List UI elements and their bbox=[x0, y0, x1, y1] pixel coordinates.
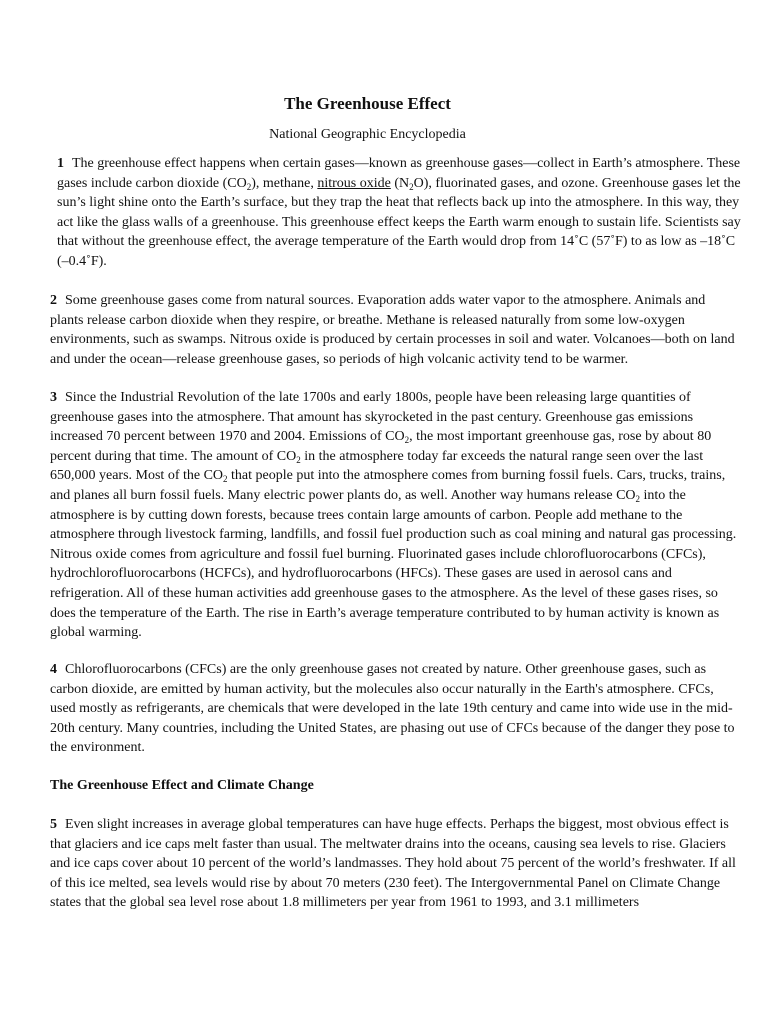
paragraph-number: 1 bbox=[57, 156, 64, 171]
paragraph-2: 2 Some greenhouse gases come from natural sources. Evaporation adds water vapor to the atmosphere. Animals and plants release carbon dioxide when they respire, or breathe. Methane is released naturally from some low-oxygen environments, such as swamps. Nitrous oxide is produced by certain processes in soil and water. Volcanoes—both on land and under the ocean—release greenhouse gases, so periods of high volcanic activity tend to be warmer. bbox=[50, 293, 735, 367]
paragraph-4: 4 Chlorofluorocarbons (CFCs) are the only greenhouse gases not created by nature. Other greenhouse gases, such as carbon dioxide, are emitted by human activity, but the molecules also occur naturally in the Earth's atmosphere. CFCs, used mostly as refrigerants, are chemicals that were developed in the late 19th century and came into wide use in the mid-20th century. Many countries, including the United States, are phasing out use of CFCs because of the danger they pose to the environment. bbox=[50, 662, 735, 756]
page-subtitle: National Geographic Encyclopedia bbox=[269, 127, 466, 142]
section-heading: The Greenhouse Effect and Climate Change bbox=[50, 778, 314, 793]
paragraph-number: 4 bbox=[50, 662, 57, 677]
paragraph-number: 2 bbox=[50, 293, 57, 308]
nitrous-oxide-link[interactable]: nitrous oxide bbox=[317, 175, 391, 191]
paragraph-number: 3 bbox=[50, 390, 57, 405]
paragraph-3: 3 Since the Industrial Revolution of the late 1700s and early 1800s, people have been releasing large quantities of greenhouse gases into the atmosphere. That amount has skyrocketed in the past century. Greenhouse gas emissions increased 70 percent between 1970 and 2004. Emissions of $CO_2$, the most important greenhouse gas, rose by about 80 percent during that time. The amount of $CO_2$ in the atmosphere today far exceeds the natural range seen over the last 650,000 years. Most of the $CO_2$ that people put into the atmosphere comes from burning fossil fuels. Cars, trucks, trains, and planes all burn fossil fuels. Many electric power plants do, as well. Another way humans release $CO_2$ into the atmosphere is by cutting down forests, because trees contain large amounts of carbon. People add methane to the atmosphere through livestock farming, landfills, and fossil fuel production such as coal mining and natural gas processing. Nitrous oxide comes from agriculture and fossil fuel burning. Fluorinated gases include chlorofluorocarbons (CFCs), hydrochlorofluorocarbons (HCFCs), and hydrofluorocarbons (HFCs). These gases are used in aerosol cans and refrigeration. All of these human activities add greenhouse gases to the atmosphere. As the level of these gases rises, so does the temperature of the Earth. The rise in Earth’s average temperature contributed to by human activity is known as global warming. bbox=[50, 390, 737, 641]
paragraph-number: 5 bbox=[50, 817, 57, 832]
paragraph-1: 1 The greenhouse effect happens when certain gases—known as greenhouse gases—collect in Earth’s atmosphere. These gases include carbon dioxide $(CO_2)$, methane, nitrous oxide $(N_2O)$, fluorinated gases, and ozone. Greenhouse gases let the sun’s light shine onto the Earth’s surface, but they trap the heat that reflects back up into the atmosphere. In this way, they act like the glass walls of a greenhouse. This greenhouse effect keeps the Earth warm enough to sustain life. Scientists say that without the greenhouse effect, the average temperature of the Earth would drop from 14˚C (57˚F) to as low as –18˚C (–0.4˚F). bbox=[57, 156, 741, 269]
paragraph-5: 5 Even slight increases in average global temperatures can have huge effects. Perhaps the biggest, most obvious effect is that glaciers and ice caps melt faster than usual. The meltwater drains into the oceans, causing sea levels to rise. Glaciers and ice caps cover about 10 percent of the world’s landmasses. They hold about 75 percent of the world’s freshwater. If all of this ice melted, sea levels would rise by about 70 meters (230 feet). The Intergovernmental Panel on Climate Change states that the global sea level rose about 1.8 millimeters per year from 1961 to 1993, and 3.1 millimeters bbox=[50, 817, 736, 911]
page-title: The Greenhouse Effect bbox=[284, 94, 451, 113]
